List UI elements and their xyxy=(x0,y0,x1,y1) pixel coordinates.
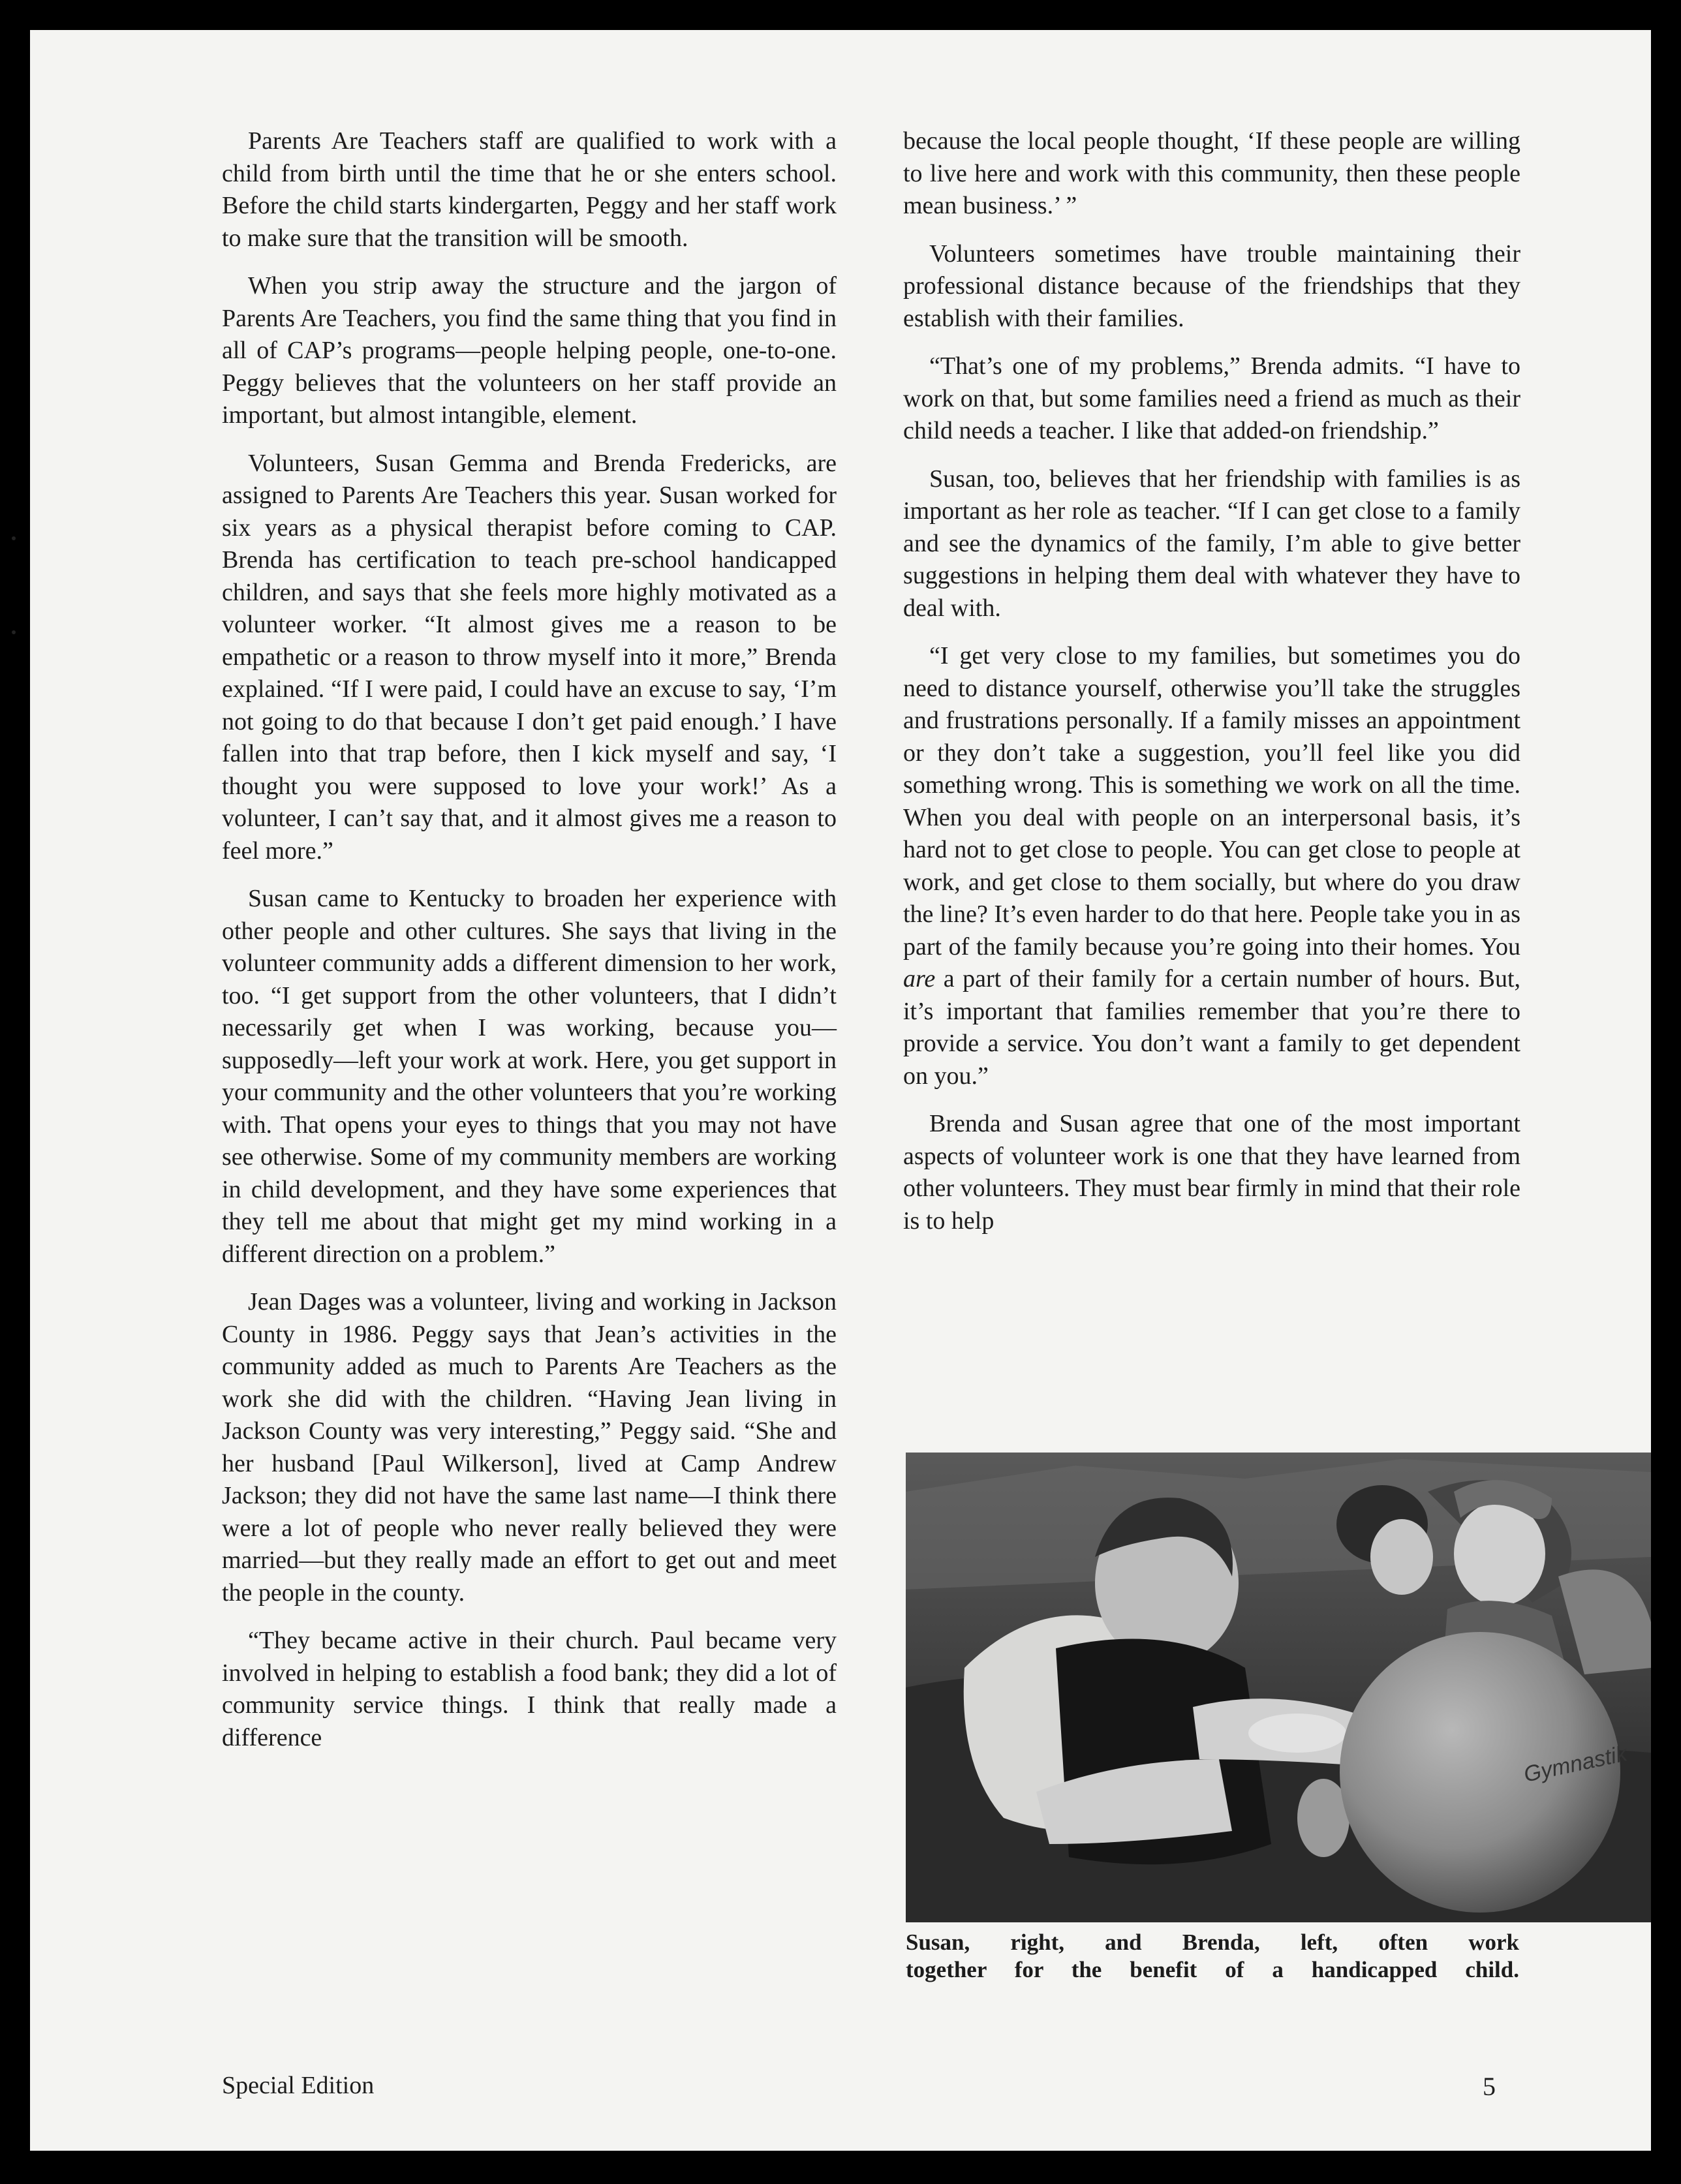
photo xyxy=(906,1453,1651,1922)
paragraph-continuation: because the local people thought, ‘If these people are willing to live here and work with this community, then these people mean business.’ ” xyxy=(903,127,1520,219)
caption-line: together for the benefit of a handicapped child. xyxy=(906,1957,1519,1982)
paragraph: Susan came to Kentucky to broaden her experience with other people and other cultures. She says that living in the volunteer community adds a different dimension to her work, too. “I get support from the other volunteers, that I didn’t necessarily get when I was working, because you—supposedly—left your work at work. Here, you get support in your community and the other volunteers that you’re working with. That opens your eyes to things that you may not have see otherwise. Some of my community members are working in child development, and they have some experiences that they tell me about that might get my mind working in a different direction on a problem.” xyxy=(222,885,837,1268)
edition-label: Special Edition xyxy=(222,2072,375,2099)
right-column xyxy=(903,125,1520,1253)
paragraph: Volunteers, Susan Gemma and Brenda Fredericks, are assigned to Parents Are Teachers this year. Susan worked for six years as a physical therapist before coming to CAP. Brenda has certification to teach pre-school handicapped children, and says that she feels more highly motivated as a volunteer worker. “It almost gives me a reason to be empathetic or a reason to throw myself into it more,” Brenda explained. “If I were paid, I could have an excuse to say, ‘I’m not going to do that because I don’t get paid enough.’ I have fallen into that trap before, then I kick myself and say, ‘I thought you were supposed to love your work!’ As a volunteer, I can’t say that, and it almost gives me a reason to feel more.” xyxy=(222,449,837,865)
photo-image xyxy=(906,1453,1651,1922)
caption-line: Susan, right, and Brenda, left, often work xyxy=(906,1930,1519,1955)
ball-label: Gymnastik xyxy=(1521,1741,1629,1787)
magazine-page xyxy=(30,30,1651,2151)
paragraph: “That’s one of my problems,” Brenda admits. “I have to work on that, but some families need a friend as much as their child needs a teacher. I like that added-on friendship.” xyxy=(903,352,1520,444)
paragraph-text: “I get very close to my families, but sometimes you do need to distance yourself, otherwise you’ll take the struggles and frustrations personally. If a family misses an appointment or they don’t take a suggestion, you’ll feel like you did something wrong. This is something we work on all the time. When you deal with people on an interpersonal basis, it’s hard not to get close to people. You can get close to people at work, and get close to them socially, but where do you draw the line? It’s even harder to do that here. People take you in as part of the family because you’re going into their homes. You xyxy=(903,642,1520,961)
margin-mark xyxy=(12,630,16,634)
paragraph: Brenda and Susan agree that one of the most important aspects of volunteer work is one that they have learned from other volunteers. They must bear firmly in mind that their role is to help xyxy=(903,1110,1520,1235)
paragraph-text: a part of their family for a certain number of hours. But, it’s important that families remember that you’re there to provide a service. You don’t want a family to get dependent on you.” xyxy=(903,965,1520,1090)
paragraph: When you strip away the structure and the jargon of Parents Are Teachers, you find the same thing that you find in all of CAP’s programs—people helping people, one-to-one. Peggy believes that the volunteers on her staff provide an important, but almost intangible, element. xyxy=(222,272,837,429)
page-number: 5 xyxy=(1483,2072,1496,2101)
paragraph: Susan, too, believes that her friendship with families is as important as her role as teacher. “If I can get close to a family and see the dynamics of the family, I’m able to give better suggestions in helping them deal with whatever they have to deal with. xyxy=(903,465,1520,622)
emphasis-text: are xyxy=(903,965,936,992)
margin-mark xyxy=(12,536,16,540)
left-column xyxy=(222,125,837,1770)
paragraph: Volunteers sometimes have trouble maintaining their professional distance because of the friendships that they establish with their families. xyxy=(903,239,1520,332)
photo-caption xyxy=(906,1929,1519,1984)
paragraph: Jean Dages was a volunteer, living and working in Jackson County in 1986. Peggy says that Jean’s activities in the community added as much to Parents Are Teachers as the work she did with the children. “Having Jean living in Jackson County was very interesting,” Peggy said. “She and her husband [Paul Wilkerson], lived at Camp Andrew Jackson; they did not have the same last name—I think there were a lot of people who never really believed they were married—but they really made an effort to get out and meet the people in the county. xyxy=(222,1288,837,1607)
paragraph: “They became active in their church. Paul became very involved in helping to establish a food bank; they did a lot of community service things. I think that really made a difference xyxy=(222,1627,837,1751)
paragraph: Parents Are Teachers staff are qualified to work with a child from birth until the time that he or she enters school. Before the child starts kindergarten, Peggy and her staff work to make sure that the transition will be smooth. xyxy=(222,127,837,252)
paragraph xyxy=(903,640,1520,1092)
